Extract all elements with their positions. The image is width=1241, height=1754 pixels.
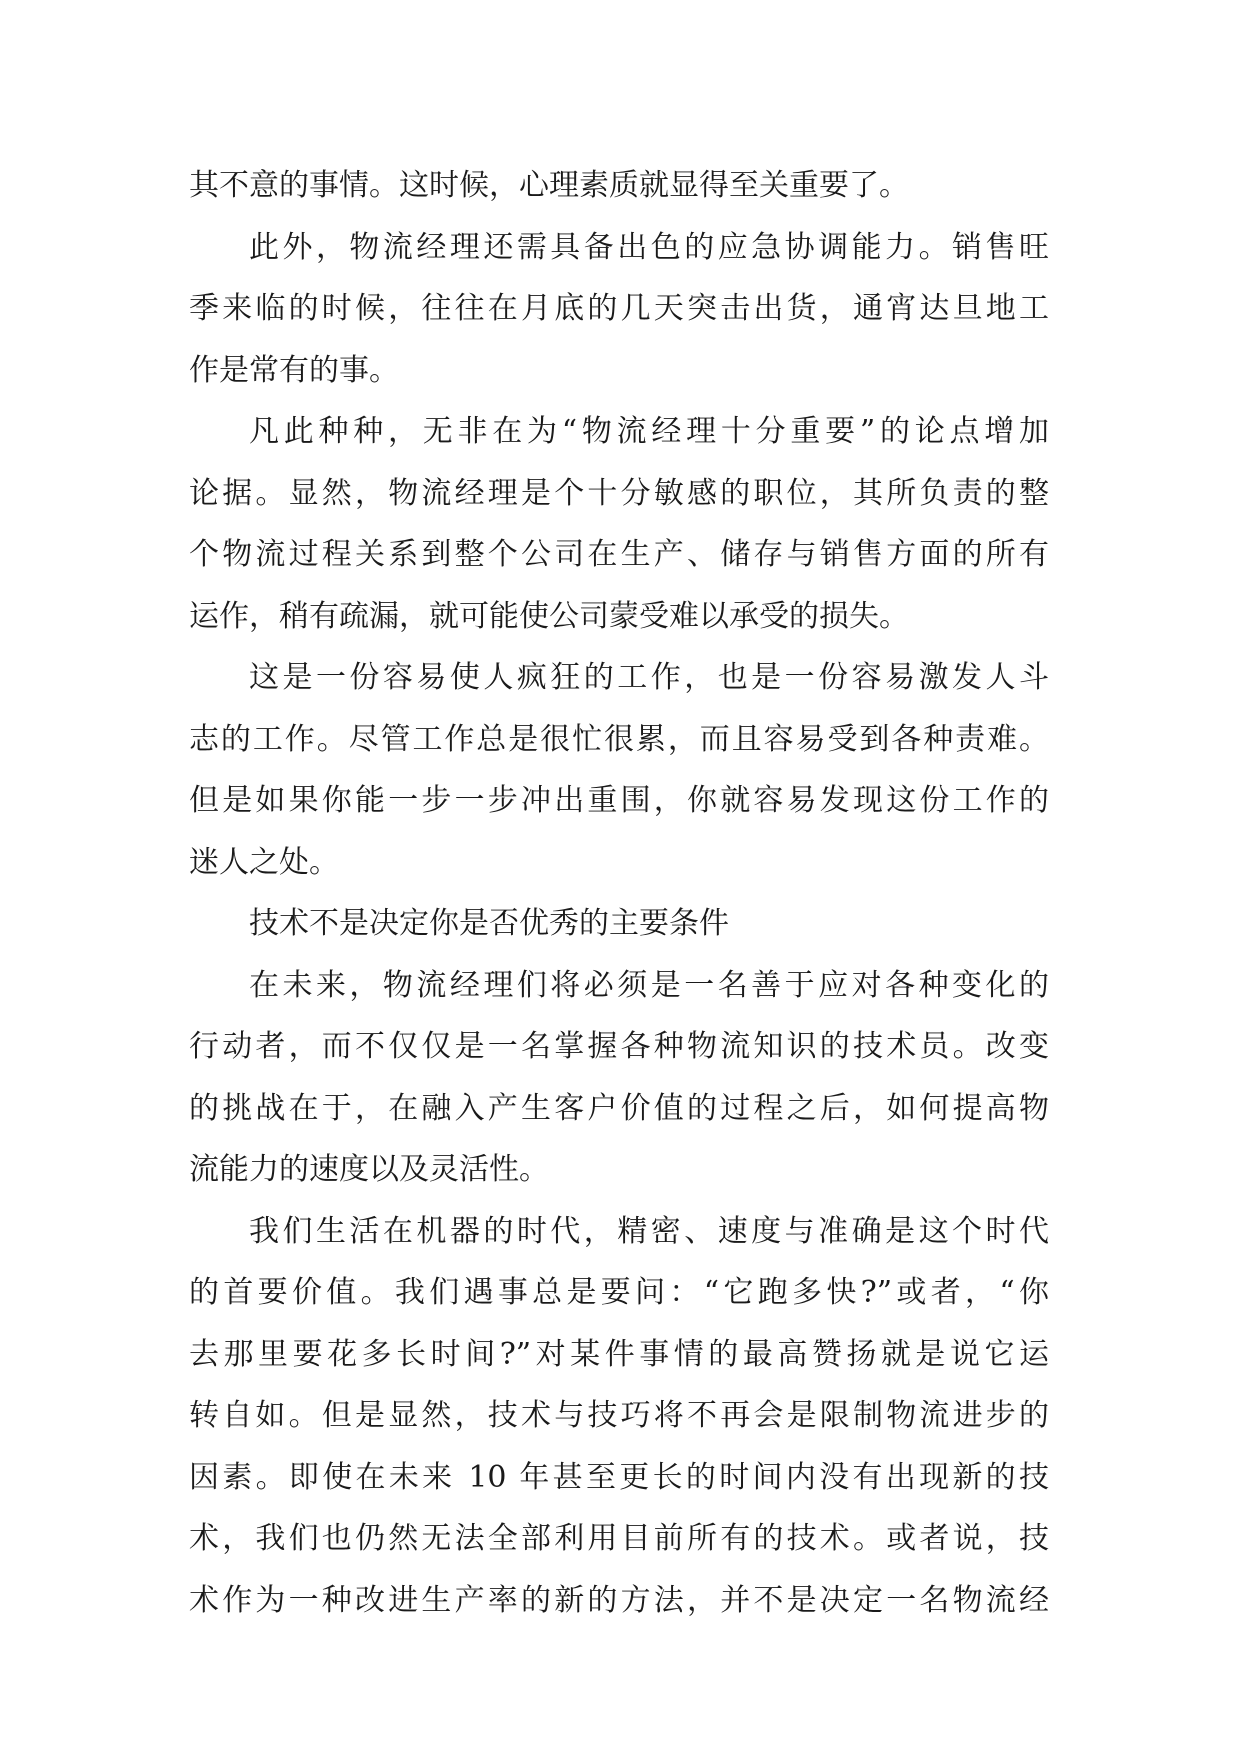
text-line: 因素。即使在未来 10 年甚至更长的时间内没有出现新的技 bbox=[189, 1459, 1049, 1495]
paragraph bbox=[189, 955, 1049, 1201]
text-line: 术作为一种改进生产率的新的方法，并不是决定一名物流经 bbox=[189, 1582, 1049, 1618]
text-line: 的首要价值。我们遇事总是要问：“它跑多快?”或者，“你 bbox=[189, 1275, 1049, 1310]
paragraph bbox=[189, 647, 1049, 893]
text-line: 去那里要花多长时间?”对某件事情的最高赞扬就是说它运 bbox=[189, 1336, 1049, 1372]
section-heading bbox=[189, 893, 1049, 955]
text-line: 的挑战在于，在融入产生客户价值的过程之后，如何提高物 bbox=[189, 1090, 1049, 1126]
text-line: 志的工作。尽管工作总是很忙很累，而且容易受到各种责难。 bbox=[189, 721, 1049, 757]
text-line: 季来临的时候，往往在月底的几天突击出货，通宵达旦地工 bbox=[189, 291, 1049, 326]
text-line: 这是一份容易使人疯狂的工作，也是一份容易激发人斗 bbox=[249, 660, 1049, 695]
paragraph bbox=[189, 217, 1049, 402]
text-line: 术，我们也仍然无法全部利用目前所有的技术。或者说，技 bbox=[189, 1521, 1049, 1556]
text-line: 个物流过程关系到整个公司在生产、储存与销售方面的所有 bbox=[189, 537, 1049, 572]
document-body bbox=[189, 155, 1049, 1631]
text-line: 迷人之处。 bbox=[189, 844, 339, 880]
text-line: 技术不是决定你是否优秀的主要条件 bbox=[249, 906, 729, 941]
text-line: 但是如果你能一步一步冲出重围，你就容易发现这份工作的 bbox=[189, 783, 1049, 818]
paragraph bbox=[189, 155, 1049, 217]
text-line: 运作，稍有疏漏，就可能使公司蒙受难以承受的损失。 bbox=[189, 598, 909, 634]
text-line: 其不意的事情。这时候，心理素质就显得至关重要了。 bbox=[189, 168, 909, 203]
text-line: 凡此种种，无非在为“物流经理十分重要”的论点增加 bbox=[249, 414, 1049, 449]
text-line: 作是常有的事。 bbox=[189, 352, 399, 388]
text-line: 在未来，物流经理们将必须是一名善于应对各种变化的 bbox=[249, 967, 1049, 1003]
text-line: 流能力的速度以及灵活性。 bbox=[189, 1152, 549, 1187]
text-line: 行动者，而不仅仅是一名掌握各种物流知识的技术员。改变 bbox=[189, 1029, 1049, 1064]
paragraph bbox=[189, 401, 1049, 647]
text-line: 我们生活在机器的时代，精密、速度与准确是这个时代 bbox=[249, 1213, 1049, 1249]
text-line: 转自如。但是显然，技术与技巧将不再会是限制物流进步的 bbox=[189, 1398, 1049, 1433]
paragraph bbox=[189, 1201, 1049, 1632]
text-line: 此外，物流经理还需具备出色的应急协调能力。销售旺 bbox=[249, 229, 1049, 265]
text-line: 论据。显然，物流经理是个十分敏感的职位，其所负责的整 bbox=[189, 475, 1049, 511]
